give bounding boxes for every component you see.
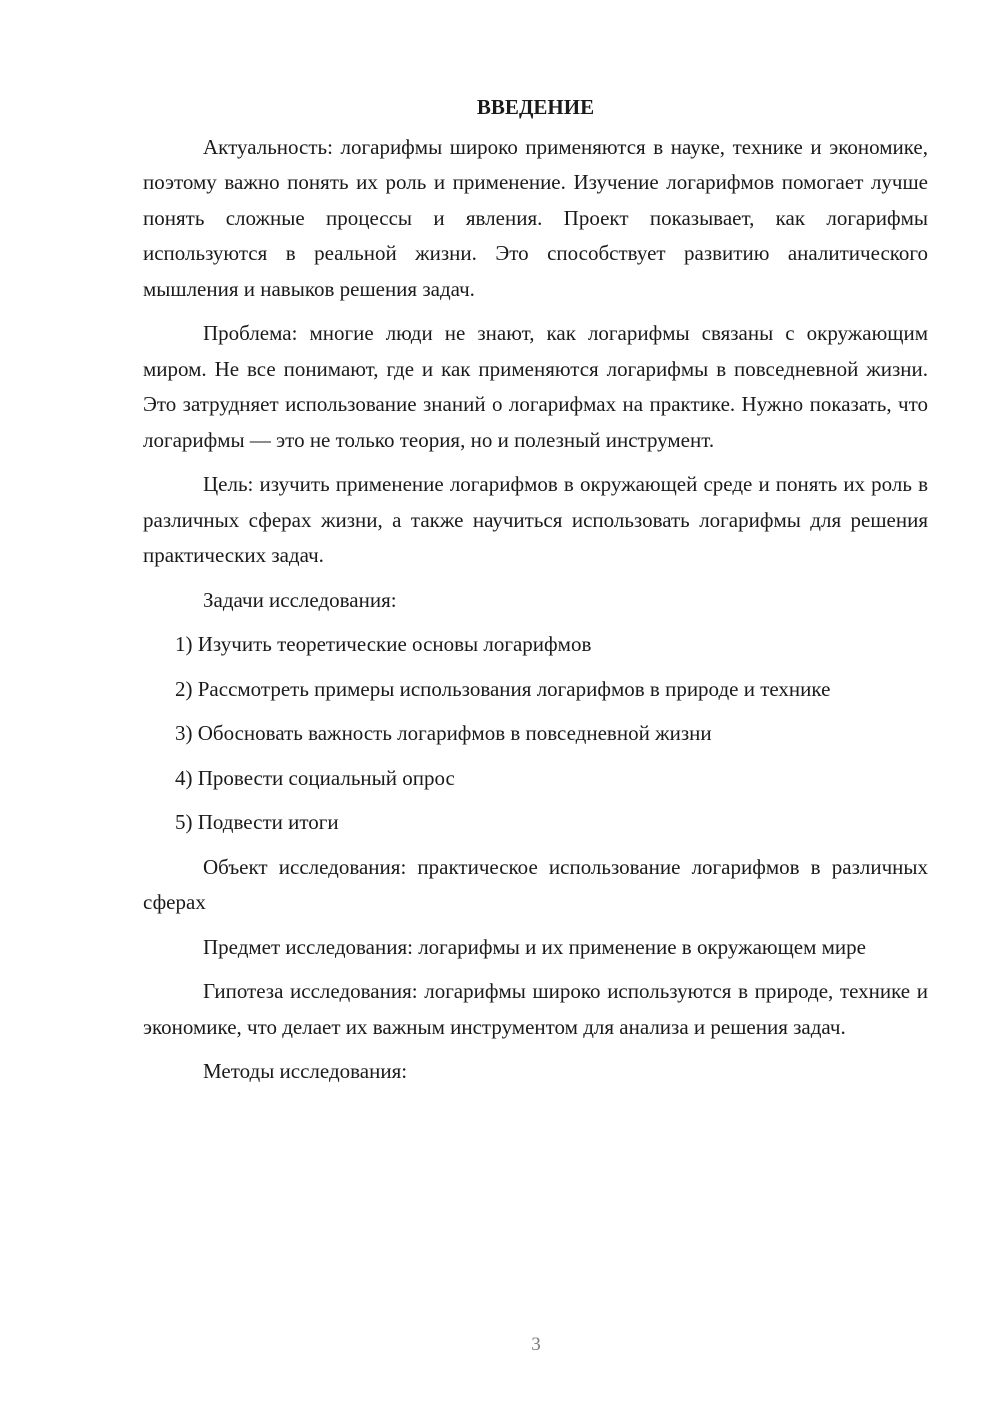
task-item-5: 5) Подвести итоги bbox=[175, 810, 339, 834]
paragraph-relevance: Актуальность: логарифмы широко применяются в науке, технике и экономике, поэтому важно понять их роль и применение. Изучение логарифмов помогает лучше понять сложные процессы и явления. Проект показывает, как логарифмы используются в реальной жизни. Это способствует развитию аналитического мышления и навыков решения задач. bbox=[143, 134, 928, 301]
task-item-3: 3) Обосновать важность логарифмов в повседневной жизни bbox=[175, 721, 712, 745]
paragraph-problem: Проблема: многие люди не знают, как логарифмы связаны с окружающим миром. Не все понимают, где и как применяются логарифмы в повседневной жизни. Это затрудняет использование знаний о логарифмах на практике. Нужно показать, что логарифмы — это не только теория, но и полезный инструмент. bbox=[143, 321, 928, 452]
paragraph-tasks-heading: Задачи исследования: bbox=[203, 587, 397, 612]
page-content bbox=[143, 90, 928, 1099]
paragraph-goal: Цель: изучить применение логарифмов в окружающей среде и понять их роль в различных сферах жизни, а также научиться использовать логарифмы для решения практических задач. bbox=[143, 472, 928, 567]
paragraph-object: Объект исследования: практическое использование логарифмов в различных сферах bbox=[143, 854, 928, 914]
section-title: ВВЕДЕНИЕ bbox=[476, 95, 595, 119]
page-number: 3 bbox=[531, 1334, 541, 1355]
task-item-2: 2) Рассмотреть примеры использования логарифмов в природе и технике bbox=[175, 676, 831, 701]
task-item-1: 1) Изучить теоретические основы логарифмов bbox=[175, 632, 592, 656]
task-item-4: 4) Провести социальный опрос bbox=[175, 765, 455, 790]
paragraph-hypothesis: Гипотеза исследования: логарифмы широко используются в природе, технике и экономике, что делает их важным инструментом для анализа и решения задач. bbox=[143, 979, 928, 1039]
paragraph-methods: Методы исследования: bbox=[203, 1059, 408, 1083]
paragraph-subject: Предмет исследования: логарифмы и их применение в окружающем мире bbox=[203, 934, 866, 959]
